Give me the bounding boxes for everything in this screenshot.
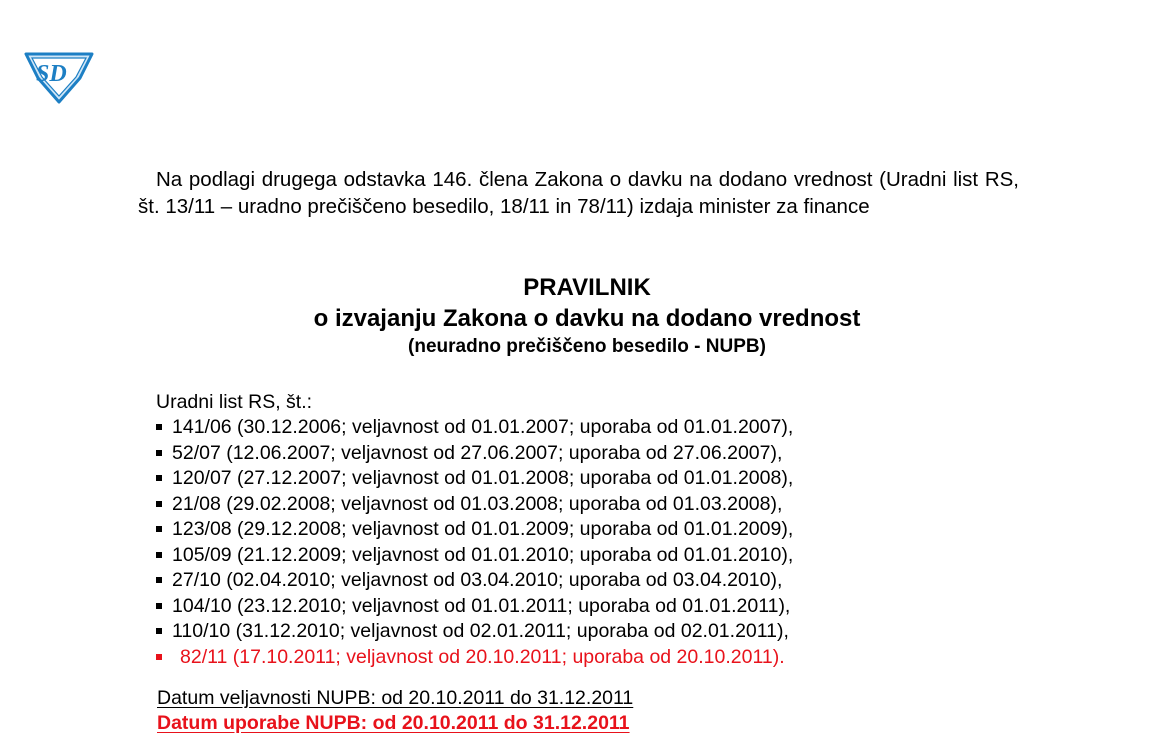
bullet-icon bbox=[156, 424, 162, 430]
sd-shield-logo-icon bbox=[22, 48, 96, 104]
document-subtitle: o izvajanju Zakona o davku na dodano vrednost bbox=[313, 305, 861, 332]
list-item: 141/06 (30.12.2006; veljavnost od 01.01.2007; uporaba od 01.01.2007), bbox=[156, 415, 1016, 441]
bullet-icon bbox=[156, 577, 162, 583]
document-title: PRAVILNIK bbox=[523, 274, 651, 301]
intro-paragraph: Na podlagi drugega odstavka 146. člena Zakona o davku na dodano vrednost (Uradni list RS, št. 13/11 – uradno prečiščeno besedilo, 18/11 in 78/11) izdaja minister za finance bbox=[138, 168, 1019, 218]
document-note: (neuradno prečiščeno besedilo - NUPB) bbox=[408, 336, 766, 357]
latest-list-item: 82/11 (17.10.2011; veljavnost od 20.10.2011; uporaba od 20.10.2011). bbox=[156, 645, 1016, 671]
list-item: 120/07 (27.12.2007; veljavnost od 01.01.2008; uporaba od 01.01.2008), bbox=[156, 466, 1016, 492]
list-item: 104/10 (23.12.2010; veljavnost od 01.01.2011; uporaba od 01.01.2011), bbox=[156, 594, 1016, 620]
bullet-icon bbox=[156, 628, 162, 634]
document-heading bbox=[138, 272, 1036, 360]
gazette-section bbox=[156, 390, 1016, 670]
list-item: 110/10 (31.12.2010; veljavnost od 02.01.2011; uporaba od 02.01.2011), bbox=[156, 619, 1016, 645]
bullet-icon bbox=[156, 654, 162, 660]
bullet-icon bbox=[156, 603, 162, 609]
svg-text:SD: SD bbox=[36, 61, 67, 87]
usage-date-line: Datum uporabe NUPB: od 20.10.2011 do 31.12.2011 bbox=[157, 712, 630, 734]
list-item: 52/07 (12.06.2007; veljavnost od 27.06.2007; uporaba od 27.06.2007), bbox=[156, 441, 1016, 467]
bullet-icon bbox=[156, 475, 162, 481]
bullet-icon bbox=[156, 501, 162, 507]
validity-dates bbox=[157, 686, 633, 736]
bullet-icon bbox=[156, 526, 162, 532]
bullet-icon bbox=[156, 450, 162, 456]
bullet-icon bbox=[156, 552, 162, 558]
list-item: 27/10 (02.04.2010; veljavnost od 03.04.2010; uporaba od 03.04.2010), bbox=[156, 568, 1016, 594]
gazette-label: Uradni list RS, št.: bbox=[156, 391, 313, 413]
list-item: 123/08 (29.12.2008; veljavnost od 01.01.2009; uporaba od 01.01.2009), bbox=[156, 517, 1016, 543]
validity-date-line: Datum veljavnosti NUPB: od 20.10.2011 do 31.12.2011 bbox=[157, 687, 634, 709]
list-item: 105/09 (21.12.2009; veljavnost od 01.01.2010; uporaba od 01.01.2010), bbox=[156, 543, 1016, 569]
gazette-list bbox=[156, 415, 1016, 670]
list-item: 21/08 (29.02.2008; veljavnost od 01.03.2008; uporaba od 01.03.2008), bbox=[156, 492, 1016, 518]
